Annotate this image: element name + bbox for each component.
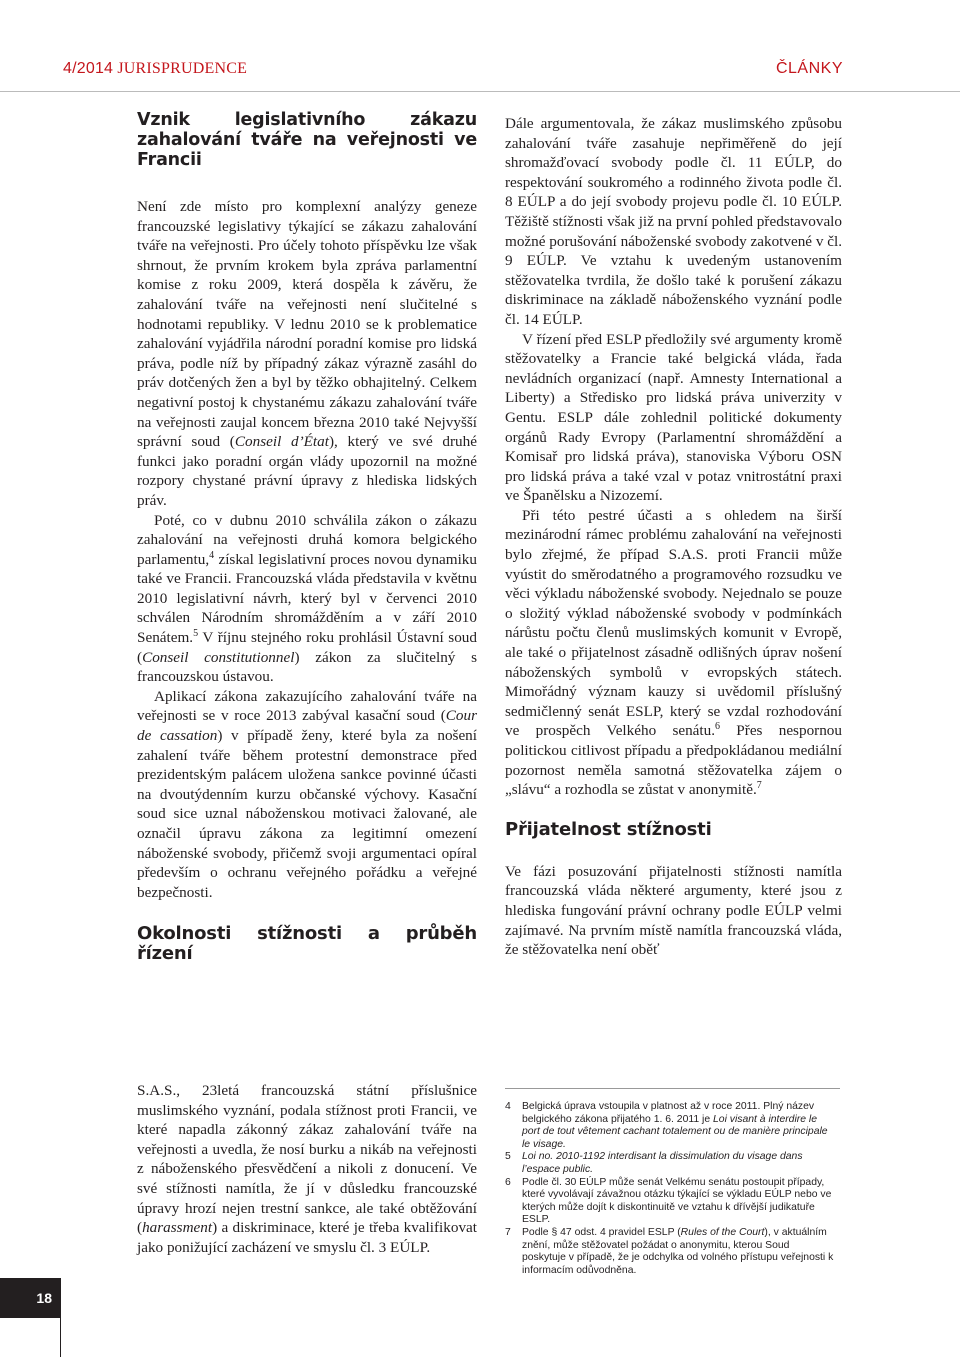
paragraph: Dále argumentovala, že zákaz muslimského způsobu zahalování tváře zasahuje nepřiměřeně do její shromažďovací svobody podle čl. 11 EÚLP, do respektování soukromého a rodinného života podle čl. 8 EÚLP a do její svobody projevu podle čl. 10 EÚLP. Těžiště stížnosti však již na první pohled představovalo možné porušování náboženské svobody zakotvené v čl. 9 EÚLP. Ve vztahu k uvedeným ustanovením stěžovatelka tvrdila, že došlo také k porušení zákazu diskriminace na základě náboženského vyznání podle čl. 14 EÚLP.	[505, 115, 842, 328]
heading-origin-of-ban: Vznik legislativního zákazu zahalování tváře na veřejnosti ve Francii	[137, 110, 477, 170]
paragraph: Poté, co v dubnu 2010 schválila zákon o zákazu zahalování na veřejnosti druhá komora belgického parlamentu,$^4$ získal legislativní proces novou dynamiku také ve Francii. Francouzská vláda představila v květnu 2010 legislativní návrh, který byl v červenci 2010 schválen Národním shromážděním a v září 2010 Senátem.$^5$ V říjnu stejného roku prohlásil Ústavní soud (Conseil constitutionnel) zákon za slučitelný s francouzskou ústavou.	[137, 511, 478, 686]
footnote-6: 6 Podle čl. 30 EÚLP může senát Velkému senátu postoupit případy, které vyvolávají závažnou otázku týkající se výkladu EÚLP nebo ve kterých může dojít k diskontinuitě ve vztahu k dřívější judikatuře ESLP.	[505, 1176, 832, 1226]
paragraph: V řízení před ESLP předložily své argumenty kromě stěžovatelky a Francie také belgická vláda, řada nevládních organizací (např. Amnesty International a Liberty) a Středisko pro lidská práva univerzity v Gentu. ESLP dále zohlednil politické dokumenty orgánů Rady Evropy (Parlamentní shromáždění a Komisař pro lidská práva), stanoviska Výboru OSN pro lidská práva a také vzal v potaz vnitrostátní praxi ve Španělsku a Nizozemí.	[505, 330, 842, 505]
left-column-bottom	[137, 1081, 477, 1257]
paragraph: Není zde místo pro komplexní analýzy geneze francouzské legislativy týkající se zákazu zahalování tváře na veřejnosti. Pro účely tohoto příspěvku lze však shrnout, že prvním krokem byla zpráva parlamentní komise z roku 2009, která dospěla k závěru, že zahalování tváře na veřejnosti není slučitelné s hodnotami republiky. V lednu 2010 se k problematice zahalování vyjádřila národní poradní komise pro lidská práva, podle níž by případný zákaz výrazně zasáhl do práv dotčených žen a byl by těžko obhajitelný. Celkem negativní postoj k chystanému zákazu zahalování tváře na veřejnosti zaujal koncem března 2010 také Nejvyšší správní soud (Conseil d’État), který ve své druhé funkci jako poradní orgán vlády upozornil na možné rozpory chystané právní úpravy z hlediska lidských práv.	[137, 198, 477, 509]
footnote-divider	[505, 1088, 840, 1089]
footnote-ref-6[interactable]: 6	[715, 721, 721, 733]
footnote-4: 4 Belgická úprava vstoupila v platnost až v roce 2011. Plný název belgického zákona přijatého 1. 6. 2011 je Loi visant à interdire le port de tout vêtement cachant totalement ou de manière principale le visage.	[505, 1101, 828, 1150]
section-label: ČLÁNKY	[775, 60, 843, 77]
heading-admissibility: Přijatelnost stížnosti	[505, 818, 712, 840]
footnote-5: 5 Loi no. 2010-1192 interdisant la dissimulation du visage dans l’espace public.	[505, 1151, 803, 1175]
paragraph: Při této pestré účasti a s ohledem na širší mezinárodní rámec problému zahalování na veřejnosti bylo zřejmé, že případ S.A.S. proti Francii může vyústit do směrodatného a programového rozsudku ve věci výkladu náboženské svobody. Nejednalo se pouze o složitý výklad náboženské svobody v podmínkách nárůstu počtu členů muslimských komunit v Evropě, ale také o přijatelnost zásadně odlišných úprav nošení náboženských symbolů v evropských státech. Mimořádný význam kauzy si uvědomil příslušný sedmičlenný senát ESLP, který se vzdal rozhodování ve prospěch Velkého senátu.$^6$ Přes nespornou politickou citlivost případu a předpokládanou mediální pozornost neměla samotná stěžovatelka zájem o „slávu“ a rozhodla se zůstat v anonymitě.$^7$	[505, 506, 842, 799]
footnote-ref-4[interactable]: 4	[209, 549, 215, 561]
footnote-7: 7 Podle § 47 odst. 4 pravidel ESLP (Rules of the Court), v aktuálním znění, může stěžovatel požádat o anonymitu, kterou Soud poskytuje v případě, že je odchylka od volného přístupu veřejnosti k informacím odůvodněna.	[505, 1226, 834, 1276]
footnote-ref-5[interactable]: 5	[193, 628, 199, 640]
paragraph: S.A.S., 23letá francouzská státní příslušnice muslimského vyznání, podala stížnost proti Francii, ve které napadla zákonný zákaz zahalování tváře na veřejnosti a uvedla, že nosí burku a nikáb na veřejnosti z náboženského přesvědčení a nikoli z donucení. Ve své stížnosti namítla, že jí v důsledku francouzské úpravy hrozí nejen trestní sankce, ale také obtěžování (harassment) a diskriminace, které je třeba kvalifikovat jako ponižující zacházení ve smyslu čl. 3 EÚLP.	[137, 1082, 477, 1256]
issue-number: 4/2014	[63, 60, 114, 77]
running-header-left	[63, 60, 247, 78]
footnotes	[505, 1101, 835, 1277]
header-divider	[0, 91, 960, 92]
left-column	[137, 110, 477, 964]
paragraph: Aplikací zákona zakazujícího zahalování tváře na veřejnosti se v roce 2013 zabýval kasační soud (Cour de cassation) v případě ženy, které byla za nošení zahalení tváře během protestní demonstrace před prezidentským palácem uložena sankce povinné účasti na dvoutýdenním kurzu občanské výchovy. Kasační soud sice uznal náboženskou motivaci žalované, ale označil úpravu zákona za legitimní omezení náboženské svobody, přičemž svoji argumentaci opíral především o ochranu veřejného pořádku a veřejné bezpečnosti.	[137, 687, 477, 901]
footnote-ref-7[interactable]: 7	[756, 780, 762, 792]
right-column	[505, 114, 842, 960]
paragraph: Ve fázi posuzování přijatelnosti stížnosti namítla francouzská vláda některé argumenty, které jsou z hlediska fungování právní ochrany podle EÚLP velmi zajímavé. Na prvním místě namítla francouzská vláda, že stěžovatelka není oběť	[505, 862, 842, 959]
heading-circumstances: Okolnosti stížnosti a průběh řízení	[137, 923, 477, 965]
page-marker-line	[60, 1278, 61, 1357]
page-number: 18	[0, 1278, 60, 1318]
journal-name: JURISPRUDENCE	[117, 60, 248, 77]
